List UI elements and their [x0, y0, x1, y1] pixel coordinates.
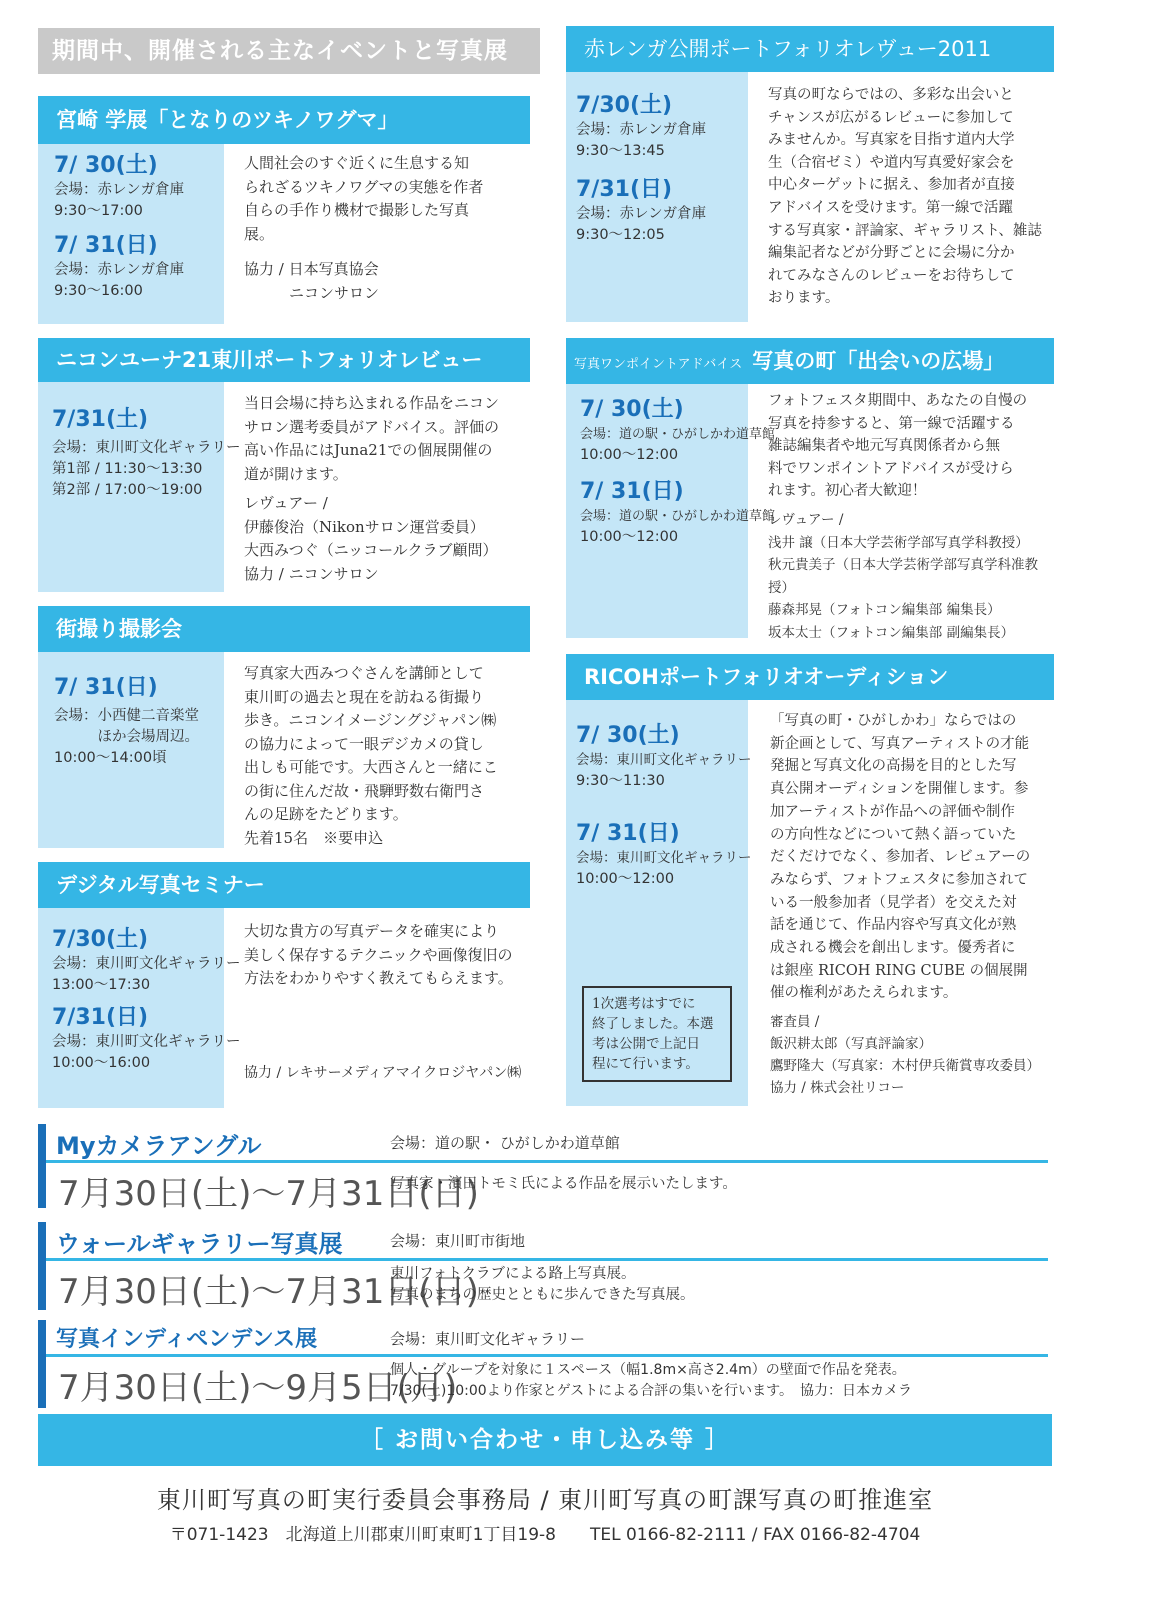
card-nikon [38, 338, 530, 592]
card-description [770, 710, 1054, 1099]
event-venue: 会場：東川町文化ギャラリー [52, 1034, 241, 1050]
event-time: 13:00〜17:30 [52, 977, 151, 993]
event-date: 7/ 31(日) [54, 233, 158, 258]
event-venue: 会場：道の駅・ ひがしかわ道草館 [390, 1134, 620, 1152]
event-2 [54, 232, 184, 302]
event-date: 7/31(土) [52, 407, 149, 432]
event-venue: 会場：道の駅・ひがしかわ道草館 [580, 509, 776, 524]
event-time: 10:00〜12:00 [580, 529, 679, 545]
event-venue: 会場：赤レンガ倉庫 [576, 206, 707, 222]
event-1 [576, 722, 752, 792]
note-box: 1次選考はすでに 終了しました。本選 考は公開で上記日 程にて行います。 [582, 986, 732, 1082]
card-hiroba [566, 338, 1054, 641]
accent-bar [38, 1320, 46, 1408]
event-date: 7/ 31(日) [576, 821, 680, 846]
card-description [244, 662, 530, 850]
event-venue: 会場：道の駅・ひがしかわ道草館 [580, 427, 776, 442]
main-banner: 期間中、開催される主なイベントと写真展 [38, 28, 540, 74]
event-time: 9:30〜12:05 [576, 227, 665, 243]
event-date-range: 7月30日(土)〜7月31日(日) [58, 1174, 479, 1214]
credit-text: 協力 / 日本写真協会 ニコンサロン [244, 260, 380, 302]
card-title: デジタル写真セミナー [38, 862, 530, 908]
event-time: 9:30〜11:30 [576, 773, 665, 789]
credit-text: レヴュアー / 浅井 譲（日本大学芸術学部写真学科教授） 秋元貴美子（日本大学芸術学部写真学科准教授） 藤森邦晃（フォトコン編集部 編集長） 坂本太士（フォトコン編集部 副編集長） [768, 511, 1038, 641]
event-venue: 会場：東川町文化ギャラリー 第1部 / 11:30〜13:30 第2部 / 17:00〜19:00 [52, 440, 241, 498]
credit-text: レヴュアー / 伊藤俊治（Nikonサロン運営委員） 大西みつぐ（ニッコールクラブ顧問） 協力 / ニコンサロン [244, 494, 498, 583]
event-date: 7/ 31(日) [580, 479, 684, 504]
card-title-text: 写真の町「出会いの広場」 [752, 349, 1005, 373]
event-venue: 会場：東川町文化ギャラリー [576, 850, 752, 866]
event-1 [52, 406, 241, 501]
description-text: 「写真の町・ひがしかわ」ならではの 新企画として、写真アーティストの才能 発掘と写真文化の高揚を目的とした写 真公開オーディションを開催します。参 加アーティストが作品への評価や制作 の方向性などについて熱く語っていた だくだけでなく、参加者、レビュアーの みならず、フォトフェスタに参加されて いる一般参加者（見学者）を交えた対 話を通じて、作品内容や写真文化が熟 成される機会を創出します。優秀者に は銀座 RICOH RING CUBE の個展開 催の権利があたえられます。 [770, 713, 1031, 1002]
card-description [768, 84, 1054, 310]
event-title: ウォールギャラリー写真展 [56, 1230, 343, 1258]
card-title: ニコンユーナ21東川ポートフォリオレビュー [38, 338, 530, 382]
description-text: 当日会場に持ち込まれる作品をニコン サロン選考委員がアドバイス。評価の 高い作品にはJuna21での個展開催の 道が開けます。 [244, 394, 500, 483]
event-date: 7/ 30(土) [576, 723, 680, 748]
event-venue: 会場：東川町文化ギャラリー [576, 752, 752, 768]
description-text: 写真の町ならではの、多彩な出会いと チャンスが広がるレビューに参加して みませんか。写真家を目指す道内大学 生（合宿ゼミ）や道内写真愛好家会を 中心ターゲットに据え、参加者が直接 アドバイスを受けます。第一線で活躍 する写真家・評論家、ギャラリスト、雑誌 編集記者などが分野ごとに会場に分か れてみなさんのレビューをお待ちして おります。 [768, 87, 1042, 307]
event-2 [580, 478, 775, 548]
card-title: 街撮り撮影会 [38, 606, 530, 652]
event-1 [54, 674, 199, 769]
event-venue: 会場：東川町文化ギャラリー [390, 1330, 586, 1348]
divider-line [46, 1258, 1048, 1261]
event-time: 10:00〜16:00 [52, 1055, 151, 1071]
event-date: 7/31(日) [576, 177, 673, 202]
event-time: 9:30〜13:45 [576, 143, 665, 159]
event-date-range: 7月30日(土)〜7月31日(日) [58, 1272, 479, 1312]
event-date: 7/ 31(日) [54, 675, 158, 700]
divider-line [46, 1160, 1048, 1163]
card-ricoh [566, 654, 1054, 1106]
credit-text: 協力 / レキサーメディアマイクロジヤパン㈱ [244, 1065, 522, 1081]
event-description: 写真家・濱田トモミ氏による作品を展示いたします。 [390, 1176, 737, 1192]
event-venue: 会場：東川町市街地 [390, 1232, 526, 1250]
event-date: 7/ 30(土) [580, 397, 684, 422]
card-title: RICOHポートフォリオオーディション [566, 654, 1054, 700]
event-time: 9:30〜16:00 [54, 283, 143, 299]
event-title: 写真インディペンデンス展 [56, 1327, 318, 1352]
event-date-range: 7月30日(土)〜9月5日(月) [58, 1368, 458, 1408]
accent-bar [38, 1222, 46, 1310]
event-time: 10:00〜12:00 [576, 871, 675, 887]
credit-text: 審査員 / 飯沢耕太郎（写真評論家） 鷹野隆大（写真家：木村伊兵衛賞専攻委員） 協力 / 株式会社リコー [770, 1014, 1040, 1097]
card-description [244, 920, 530, 991]
event-venue: 会場：東川町文化ギャラリー [52, 956, 241, 972]
event-venue: 会場：赤レンガ倉庫 [576, 122, 707, 138]
event-date: 7/ 30(土) [54, 153, 158, 178]
event-venue: 会場：赤レンガ倉庫 [54, 262, 185, 278]
event-time: 9:30〜17:00 [54, 203, 143, 219]
event-2 [576, 820, 752, 890]
event-2 [576, 176, 706, 246]
event-title: Myカメラアングル [56, 1132, 262, 1160]
event-2 [52, 1004, 241, 1074]
card-akarenga [566, 26, 1054, 322]
event-1 [54, 152, 184, 222]
inquiry-banner: ［ お問い合わせ・申し込み等 ］ [38, 1414, 1052, 1466]
card-machidori [38, 606, 530, 848]
office-address: 〒071-1423 北海道上川郡東川町東町1丁目19-8 TEL 0166-82-2111 / FAX 0166-82-4704 [169, 1525, 921, 1545]
event-description: 東川フォトクラブによる路上写真展。 写真のまちの歴史とともに歩んできた写真展。 [390, 1266, 695, 1303]
card-subtitle: 写真ワンポイントアドバイス [574, 357, 743, 372]
card-miyazaki [38, 96, 530, 324]
event-venue: 会場：小西健二音楽堂 ほか会場周辺。 [54, 708, 199, 745]
card-digital [38, 862, 530, 1108]
office-name: 東川町写真の町実行委員会事務局 / 東川町写真の町課写真の町推進室 [156, 1486, 934, 1514]
card-description [768, 390, 1054, 645]
card-description [244, 152, 530, 305]
event-date: 7/30(土) [576, 93, 673, 118]
card-title: 赤レンガ公開ポートフォリオレヴュー2011 [566, 26, 1054, 72]
description-text: フォトフェスタ期間中、あなたの自慢の 写真を持参すると、第一線で活躍する 雑誌編集者や地元写真関係者から無 料でワンポイントアドバイスが受けら れます。初心者大歓迎！ [768, 393, 1028, 500]
card-description [244, 392, 530, 586]
event-venue: 会場：赤レンガ倉庫 [54, 182, 185, 198]
event-1 [576, 92, 706, 162]
event-date: 7/31(日) [52, 1005, 149, 1030]
description-text: 大切な貴方の写真データを確実により 美しく保存するテクニックや画像復旧の 方法をわかりやすく教えてもらえます。 [244, 922, 513, 987]
event-1 [580, 396, 775, 466]
description-text: 人間社会のすぐ近くに生息する知 られざるツキノワグマの実態を作者 自らの手作り機材で撮影した写真 展。 [244, 154, 484, 243]
card-title: 宮崎 学展「となりのツキノワグマ」 [38, 96, 530, 144]
event-description: 個人・グループを対象に１スペース（幅1.8m×高さ2.4m）の壁面で作品を発表。 7/30(土)10:00より作家とゲストによる合評の集いを行います。 協力：日本カメラ [390, 1362, 913, 1399]
event-time: 10:00〜14:00頃 [54, 750, 167, 766]
event-1 [52, 926, 241, 996]
bottom-event-mycamera [38, 1124, 1048, 1214]
bottom-event-independence [38, 1320, 1048, 1408]
event-time: 10:00〜12:00 [580, 447, 679, 463]
divider-line [46, 1354, 1048, 1357]
description-text: 写真家大西みつぐさんを講師として 東川町の過去と現在を訪ねる街撮り 歩き。ニコンイメージングジャパン㈱ の協力によって一眼デジカメの貸し 出しも可能です。大西さんと一緒にこ の街に住んだ故・飛騨野数右衛門さ んの足跡をたどります。 先着15名 ※要申込 [244, 664, 498, 847]
event-date: 7/30(土) [52, 927, 149, 952]
card-title [566, 338, 1054, 384]
bottom-event-wallgallery [38, 1222, 1048, 1310]
accent-bar [38, 1124, 46, 1208]
